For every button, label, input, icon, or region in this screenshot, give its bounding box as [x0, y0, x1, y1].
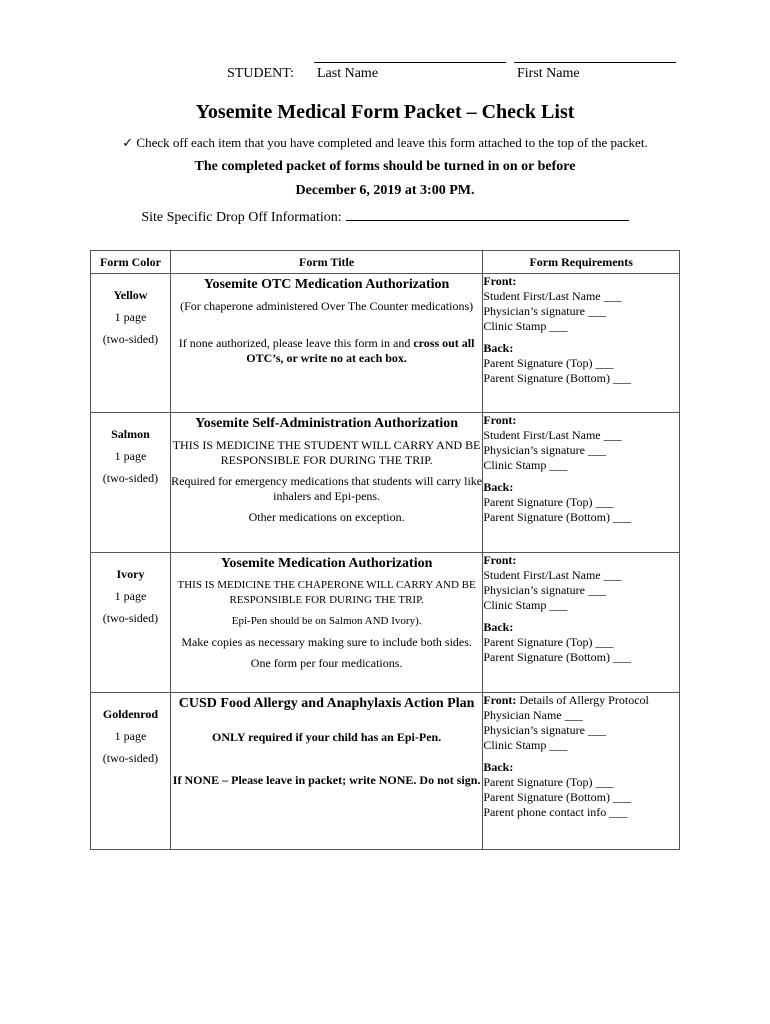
requirement-item: Parent Signature (Bottom) ___	[483, 510, 631, 524]
column-header-form-title: Form Title	[170, 251, 482, 274]
requirement-item: Student First/Last Name ___	[483, 428, 622, 442]
site-dropoff-row	[0, 206, 770, 226]
page-count: 1 page	[114, 589, 147, 603]
requirement-item: Parent Signature (Top) ___	[483, 495, 614, 509]
requirement-item: Clinic Stamp ___	[483, 319, 568, 333]
form-description: (For chaperone administered Over The Counter medications)	[180, 299, 474, 313]
form-requirements-cell	[483, 413, 680, 553]
student-label: STUDENT:	[227, 66, 294, 81]
form-title: Yosemite Self-Administration Authorization	[195, 416, 459, 431]
front-label: Front:	[483, 553, 517, 567]
front-label: Front:	[483, 693, 517, 707]
form-color: Salmon	[111, 427, 150, 441]
back-label: Back:	[483, 341, 514, 355]
form-color: Yellow	[113, 288, 148, 302]
form-requirements-cell	[483, 553, 680, 693]
form-color-cell	[91, 274, 171, 413]
check-instructions: ✓ Check off each item that you have completed and leave this form attached to the top of the packet.	[122, 135, 648, 150]
table-row	[91, 553, 680, 693]
checklist-table	[90, 250, 680, 850]
front-detail: Details of Allergy Protocol	[519, 693, 649, 707]
form-instruction: Required for emergency medications that students will carry like inhalers and Epi-pens.	[171, 474, 483, 503]
page-count: 1 page	[114, 449, 147, 463]
back-label: Back:	[483, 620, 514, 634]
front-label: Front:	[483, 274, 517, 288]
column-header-form-requirements: Form Requirements	[483, 251, 680, 274]
form-description: THIS IS MEDICINE THE STUDENT WILL CARRY AND BE RESPONSIBLE FOR DURING THE TRIP.	[172, 438, 481, 467]
form-note: One form per four medications.	[250, 656, 403, 670]
form-title-cell	[170, 553, 482, 693]
form-instruction: ONLY required if your child has an Epi-Pen.	[212, 730, 442, 744]
first-name-field[interactable]	[514, 62, 676, 63]
form-title-cell	[170, 413, 482, 553]
form-requirements-cell	[483, 274, 680, 413]
form-note: Make copies as necessary making sure to include both sides.	[181, 635, 472, 649]
front-line	[483, 693, 679, 708]
back-label: Back:	[483, 760, 514, 774]
requirement-item: Physician Name ___	[483, 708, 583, 722]
column-header-form-color: Form Color	[91, 251, 171, 274]
requirement-item: Parent Signature (Top) ___	[483, 356, 614, 370]
form-color: Ivory	[116, 567, 145, 581]
requirement-item: Physician’s signature ___	[483, 723, 606, 737]
form-instruction-emphasis: cross out all OTC’s, or write no at each box.	[246, 336, 475, 365]
requirement-item: Parent Signature (Bottom) ___	[483, 790, 631, 804]
form-title-cell	[170, 274, 482, 413]
requirement-item: Parent Signature (Top) ___	[483, 635, 614, 649]
site-dropoff-field[interactable]	[346, 206, 629, 221]
form-title: Yosemite OTC Medication Authorization	[203, 277, 450, 292]
requirement-item: Physician’s signature ___	[483, 583, 606, 597]
sided-note: (two-sided)	[102, 751, 159, 765]
front-label: Front:	[483, 413, 517, 427]
turn-in-deadline: December 6, 2019 at 3:00 PM.	[295, 183, 475, 198]
form-instruction-text: If none authorized, please leave this form in and	[178, 336, 414, 350]
site-dropoff-label: Site Specific Drop Off Information:	[141, 210, 342, 225]
form-instruction: Epi-Pen should be on Salmon AND Ivory).	[231, 615, 422, 627]
form-color-cell	[91, 693, 171, 850]
form-title-cell	[170, 693, 482, 850]
table-header-row	[91, 251, 680, 274]
last-name-label: Last Name	[317, 66, 379, 81]
requirement-item: Parent phone contact info ___	[483, 805, 628, 819]
table-row	[91, 274, 680, 413]
page-count: 1 page	[114, 310, 147, 324]
sided-note: (two-sided)	[102, 332, 159, 346]
student-name-row	[0, 56, 770, 86]
sided-note: (two-sided)	[102, 471, 159, 485]
requirement-item: Parent Signature (Bottom) ___	[483, 650, 631, 664]
form-color-cell	[91, 553, 171, 693]
form-instruction	[171, 336, 482, 366]
back-label: Back:	[483, 480, 514, 494]
form-title: CUSD Food Allergy and Anaphylaxis Action Plan	[178, 696, 475, 711]
sided-note: (two-sided)	[102, 611, 159, 625]
table-row	[91, 413, 680, 553]
requirement-item: Parent Signature (Top) ___	[483, 775, 614, 789]
first-name-label: First Name	[517, 66, 580, 81]
turn-in-notice: The completed packet of forms should be turned in on or before	[194, 159, 576, 174]
requirement-item: Student First/Last Name ___	[483, 568, 622, 582]
requirement-item: Physician’s signature ___	[483, 443, 606, 457]
requirement-item: Clinic Stamp ___	[483, 738, 568, 752]
requirement-item: Clinic Stamp ___	[483, 458, 568, 472]
form-color-cell	[91, 413, 171, 553]
requirement-item: Clinic Stamp ___	[483, 598, 568, 612]
form-requirements-cell	[483, 693, 680, 850]
form-title: Yosemite Medication Authorization	[220, 556, 433, 571]
form-color: Goldenrod	[102, 707, 159, 721]
requirement-item: Parent Signature (Bottom) ___	[483, 371, 631, 385]
table-row	[91, 693, 680, 850]
requirement-item: Student First/Last Name ___	[483, 289, 622, 303]
page-title: Yosemite Medical Form Packet – Check List	[195, 101, 575, 123]
last-name-field[interactable]	[314, 62, 506, 63]
form-description: THIS IS MEDICINE THE CHAPERONE WILL CARRY AND BE RESPONSIBLE FOR DURING THE TRIP.	[177, 579, 476, 606]
form-note: If NONE – Please leave in packet; write NONE. Do not sign.	[172, 773, 481, 787]
page-count: 1 page	[114, 729, 147, 743]
requirement-item: Physician’s signature ___	[483, 304, 606, 318]
form-note: Other medications on exception.	[248, 510, 405, 524]
